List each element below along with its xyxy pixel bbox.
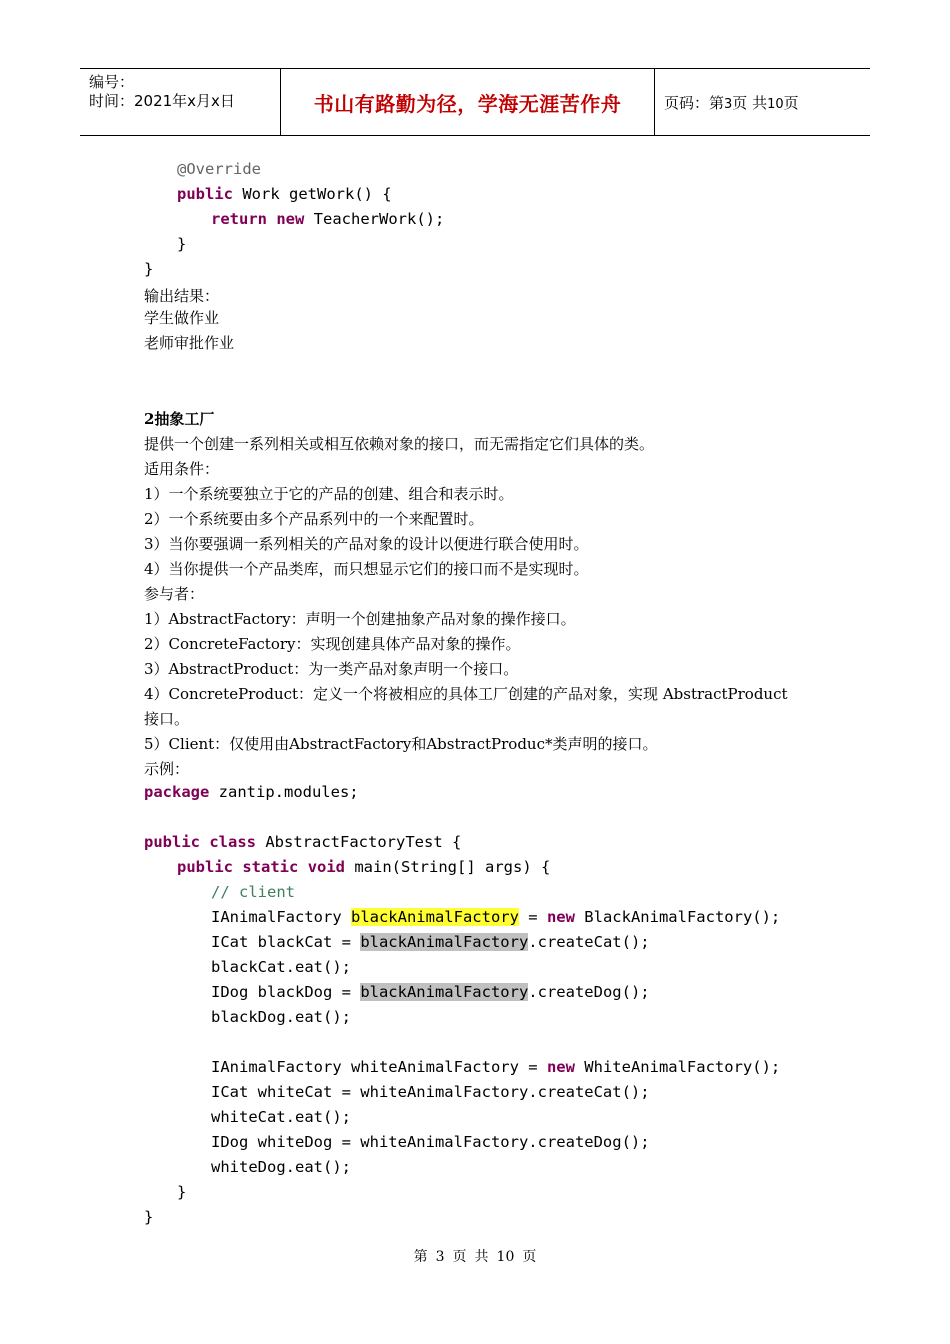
code-line: blackDog.eat();: [211, 1008, 351, 1026]
footer-total-pages: 10: [496, 1249, 515, 1265]
output-label: 输出结果：: [144, 287, 220, 305]
condition-item: 4）当你提供一个产品类库，而只想显示它们的接口而不是实现时。: [144, 560, 589, 578]
page-mid: 页 共: [732, 93, 768, 112]
annotation: @Override: [177, 160, 261, 178]
code-comment: // client: [211, 883, 295, 901]
keyword: public: [144, 833, 200, 851]
participant-item: 3）AbstractProduct：为一类产品对象声明一个接口。: [144, 660, 519, 678]
code-line: }: [144, 1208, 154, 1226]
keyword: void: [307, 858, 346, 876]
code-line: [211, 982, 650, 1002]
code-line: [177, 184, 392, 204]
code-line: }: [177, 1183, 187, 1201]
participant-item: 1）AbstractFactory：声明一个创建抽象产品对象的操作接口。: [144, 610, 576, 628]
header-motto-cell: [281, 69, 655, 135]
keyword: package: [144, 783, 210, 801]
page-suffix: 页: [783, 93, 799, 112]
highlighted-identifier: blackAnimalFactory: [350, 908, 519, 926]
highlighted-identifier: blackAnimalFactory: [360, 933, 529, 951]
keyword: new: [546, 908, 575, 926]
code-line: [177, 159, 261, 179]
code-line: [144, 782, 359, 802]
code-line: [211, 209, 444, 229]
code-line: ICat whiteCat = whiteAnimalFactory.createCat();: [211, 1083, 650, 1101]
code-line: [144, 832, 461, 852]
participant-item: 2）ConcreteFactory：实现创建具体产品对象的操作。: [144, 635, 521, 653]
code-line: blackCat.eat();: [211, 958, 351, 976]
page-footer: [0, 1246, 950, 1266]
footer-word: 页: [452, 1249, 467, 1265]
keyword: public: [177, 858, 233, 876]
code-text: BlackAnimalFactory();: [574, 908, 781, 926]
section-intro: 提供一个创建一系列相关或相互依赖对象的接口，而无需指定它们具体的类。: [144, 435, 655, 453]
participant-item: 5）Client：仅使用由AbstractFactory和AbstractProduc*类声明的接口。: [144, 735, 658, 753]
code-text: zantip.modules;: [209, 783, 359, 801]
code-text: Work getWork() {: [233, 185, 392, 203]
participants-label: 参与者：: [144, 585, 205, 603]
output-line: 老师审批作业: [144, 334, 235, 352]
participant-item: 接口。: [144, 710, 190, 728]
code-text: AbstractFactoryTest {: [256, 833, 462, 851]
footer-word: 第: [413, 1249, 428, 1265]
code-text: TeacherWork();: [304, 210, 445, 228]
page-current: 3: [724, 96, 733, 112]
code-line: whiteCat.eat();: [211, 1108, 351, 1126]
page-header: [80, 68, 870, 136]
code-text: IAnimalFactory whiteAnimalFactory =: [211, 1058, 547, 1076]
code-text: WhiteAnimalFactory();: [574, 1058, 781, 1076]
highlighted-identifier: blackAnimalFactory: [360, 983, 529, 1001]
code-line: [177, 857, 550, 877]
keyword: new: [546, 1058, 575, 1076]
code-line: [211, 1057, 780, 1077]
participant-item: 4）ConcreteProduct：定义一个将被相应的具体工厂创建的产品对象，实现 AbstractProduct: [144, 685, 788, 703]
code-line: [211, 932, 650, 952]
code-line: }: [144, 260, 154, 278]
conditions-label: 适用条件：: [144, 460, 220, 478]
code-text: =: [518, 908, 547, 926]
code-line: [211, 907, 780, 927]
condition-item: 2）一个系统要由多个产品系列中的一个来配置时。: [144, 510, 484, 528]
code-line: }: [177, 235, 187, 253]
header-page-indicator: [664, 92, 799, 113]
footer-word: 共: [474, 1249, 489, 1265]
header-page-cell: [655, 69, 870, 135]
time-label: 时间：2021年x月x日: [89, 92, 235, 110]
footer-word: 页: [522, 1249, 537, 1265]
code-text: IAnimalFactory: [211, 908, 351, 926]
keyword: static: [242, 858, 299, 876]
code-line: IDog whiteDog = whiteAnimalFactory.createDog();: [211, 1133, 650, 1151]
code-text: main(String[] args) {: [345, 858, 551, 876]
code-text: IDog blackDog =: [211, 983, 361, 1001]
keyword: class: [209, 833, 257, 851]
header-motto: 书山有路勤为径，学海无涯苦作舟: [313, 91, 622, 116]
code-line: [211, 882, 295, 902]
code-text: .createCat();: [528, 933, 650, 951]
code-line: whiteDog.eat();: [211, 1158, 351, 1176]
header-meta-cell: [80, 69, 281, 135]
code-text: .createDog();: [528, 983, 650, 1001]
condition-item: 3）当你要强调一系列相关的产品对象的设计以便进行联合使用时。: [144, 535, 589, 553]
footer-current-page: 3: [435, 1249, 445, 1265]
page-prefix: 页码：第: [664, 93, 725, 112]
example-label: 示例：: [144, 760, 190, 778]
keyword: return: [211, 210, 267, 228]
number-label: 编号：: [89, 73, 135, 91]
output-line: 学生做作业: [144, 309, 220, 327]
keyword: new: [276, 210, 305, 228]
keyword: public: [177, 185, 233, 203]
condition-item: 1）一个系统要独立于它的产品的创建、组合和表示时。: [144, 485, 514, 503]
code-text: ICat blackCat =: [211, 933, 361, 951]
section-heading: 2抽象工厂: [144, 410, 215, 428]
page-total: 10: [767, 96, 784, 112]
